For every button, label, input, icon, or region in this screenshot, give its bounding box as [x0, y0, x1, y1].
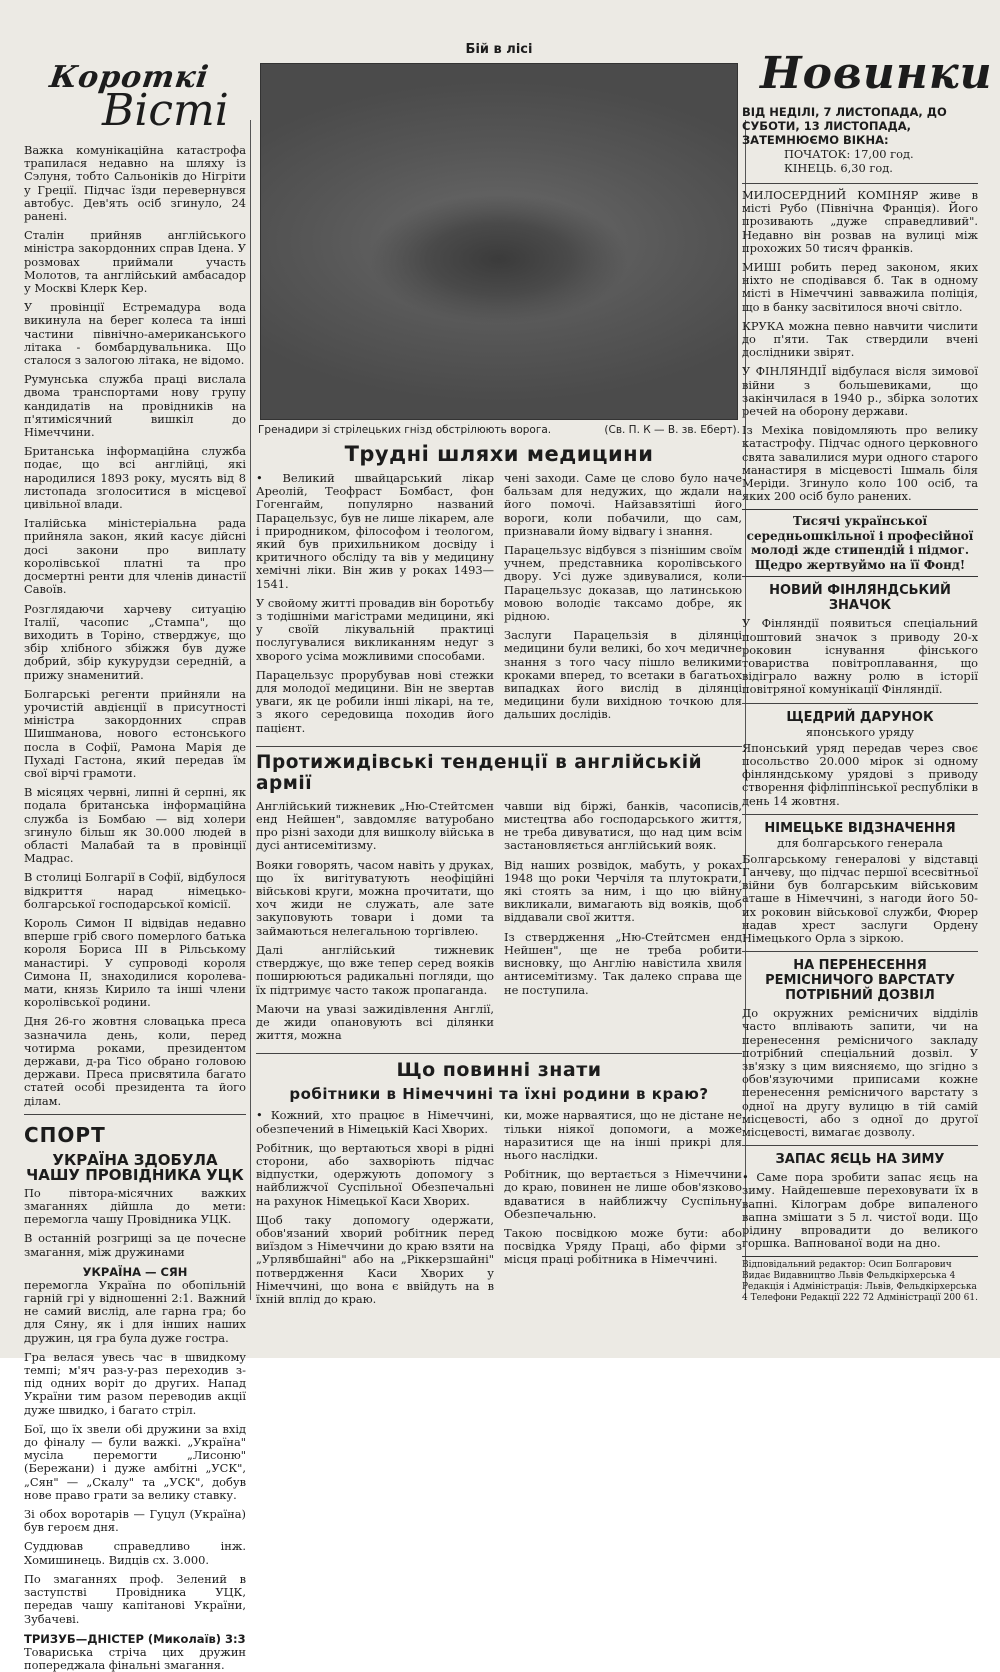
- fund-appeal: Тисячі української середньошкільної і професійної молоді жде стипендій і підмог. Щедро жертвуймо на її Фонд!: [742, 509, 978, 577]
- article-medicine-body: [256, 472, 742, 741]
- sport-paragraph: Товариська стріча цих дружин попереджала фінальні змагання.: [24, 1644, 246, 1672]
- news-item: Дня 26-го жовтня словацька преса зазначила день, коли, перед чотирма роками, президентом держави, д-ра Тісо обрано головою держави. Преса присвятила багато статей особі президента та його ділам.: [24, 1014, 246, 1108]
- article-workers-subtitle: робітники в Німеччині та їхні родини в краю?: [289, 1085, 709, 1104]
- photo-title: Бій в лісі: [465, 42, 533, 57]
- article-army-body: [256, 800, 742, 1048]
- news-item: В столиці Болгарії в Софії, відбулося відкриття нарад німецько-болгарської господарської комісії.: [24, 870, 246, 911]
- article-paragraph: • Кожний, хто працює в Німеччині, обезпечений в Німецькій Касі Хворих.: [256, 1108, 494, 1136]
- divider: [742, 951, 978, 952]
- article-workers-title: Що повинні знати: [396, 1059, 602, 1082]
- column-divider-left: [250, 120, 251, 1300]
- sport-paragraph: В останній розгрищі за це почесне змагання, між дружинами: [24, 1231, 246, 1259]
- divider: [256, 1053, 742, 1054]
- article-paragraph: чавши від біржі, банків, часописів, мистецтва або господарського життя, не треба дивуватися, що над цим всім застановляється англійський вояк.: [504, 798, 742, 853]
- eggs-title: ЗАПАС ЯЄЦЬ НА ЗИМУ: [775, 1152, 945, 1168]
- article-paragraph: ки, може нарваятися, що не дістане не тільки ніякої допомоги, а може наразитися ще на інші прикрі для нього наслідки.: [504, 1108, 742, 1162]
- award-text: Болгарському генералові у відставці Ганчеву, що підчас першої всесвітньої війни був болгарським військовим аташе в Німеччині, з нагоди його 50-их роковин військової служби, Фюрер надав хрест заслуги Ордену Німецького Орла з зіркою.: [742, 851, 978, 945]
- article-paragraph: Із ствердження „Ню-Стейтсмен енд Нейшен", ще не треба робити висновку, що Англію навістила хвиля антисемітизму. Так далеко справа ще не поступила.: [504, 929, 742, 997]
- left-column: [24, 40, 246, 1672]
- news-item: Король Симон II відвідав недавно вперше гріб свого померлого батька короля Бориса III в Рільському манастирі. У супроводі короля Симона II, знаходилися королева-мати, князь Кирило та інші члени королівської родини.: [24, 915, 246, 1010]
- article-army-title: Протижидівські тенденції в англійській армії: [256, 751, 703, 794]
- finnish-badge-text: У Фінляндії появиться спеціальний поштовий значок з приводу 20-х роковин існування фінського товариства повітроплавання, що відіграло важну ролю в історії повітряної комунікації Фінляндії.: [742, 616, 978, 697]
- article-paragraph: Далі англійський тижневик стверджує, що вже тепер серед вояків поширюються радикальні погляди, що їх підтримує часто також пропаганда.: [256, 942, 494, 997]
- article-paragraph: У свойому житті провадив він боротьбу з тодішніми магістрами медицини, які у своїй лікувальній практиці послугувалися викликанням недуг з хворого усіма можливими способами.: [256, 595, 494, 663]
- sport-paragraph: По змаганнях проф. Зелений в заступстві Провідника УЦК, передав чашу капітанові України, Зубачеві.: [24, 1571, 246, 1626]
- divider: [742, 703, 978, 704]
- article-paragraph: Робітник, що вертається з Німеччини до краю, повинен не лише обов'язково вдаватися в найближчу Суспільну Обезпечальню.: [504, 1167, 742, 1221]
- news-item: Болгарські регенти прийняли на урочистій авдієнції в присутності міністра закордонних справ Шишманова, нового естонського посла в Софії, Рамона Марія де Пухаді Гастона, який передав їм свої вірчі грамоти.: [24, 686, 246, 780]
- workshop-title: НА ПЕРЕНЕСЕННЯ РЕМІСНИЧОГО ВАРСТАТУ ПОТРІБНИЙ ДОЗВІЛ: [765, 958, 955, 1004]
- news-item: Із Мехіка повідомляють про велику катастрофу. Підчас одного церковного свята завалилися мури одного старого манастиря в місцевості Ішмаль біля Меріди. Згинуло коло 100 осіб, та яких 200 осіб було ранених.: [742, 423, 978, 504]
- sport-paragraph: Суддював справедливо інж. Хомишинець. Видців сх. 3.000.: [24, 1539, 246, 1567]
- award-title: НІМЕЦЬКЕ ВІДЗНАЧЕННЯ: [764, 820, 956, 836]
- photo-credit: (Св. П. К — В. зв. Еберт).: [604, 424, 740, 436]
- finnish-badge-title: НОВИЙ ФІНЛЯНДСЬКИЙ ЗНАЧОК: [769, 583, 951, 614]
- sport-headline: УКРАЇНА ЗДОБУЛА ЧАШУ ПРОВІДНИКА УЦК: [26, 1150, 244, 1184]
- news-item: Важка комунікаційна катастрофа трапилася недавно на шляху із Сэлуня, тобто Сальоніків до Нігріти у Греції. Підчас їзди перевернувся автобус. Дев'ять осіб згинуло, 24 ранені.: [24, 143, 246, 224]
- article-paragraph: Заслуги Парацельзія в ділянці медицини були великі, бо хоч медичне знання з того часу пішло великими кроками вперед, то всетаки в багатьох випадках його вислід в ділянці медицини були вихідною точкою для дальших дослідів.: [504, 628, 742, 722]
- news-item: В місяцях червні, липні й серпні, як подала британська інформаційна служба із Бомбаю — від холери згинуло більш як 30.000 людей в області Малабай та в провінції Мадрас.: [24, 785, 246, 866]
- sport-paragraph: перемогла Україна по обопільній гарній грі у відношенні 2:1. Важний не самий вислід, але гарна гра; бо для Сяну, як і для інших наших дружин, ця гра була дуже гостра.: [24, 1277, 246, 1345]
- battle-photo: [260, 63, 738, 420]
- news-item: У ФІНЛЯНДІЇ відбулася вісля зимової війни з большевиками, що закінчилася в 1940 р., збірка золотих речей на оборону держави.: [742, 364, 978, 419]
- blackout-start: ПОЧАТОК: 17,00 год.: [784, 147, 914, 161]
- news-item: Італійська міністеріальна рада прийняла закон, який касує дійсні досі закони про виплату королівської платні та про досмертні ренти для членів династії Савоїв.: [24, 516, 246, 597]
- sport-section-title: СПОРТ: [24, 1122, 106, 1147]
- sport-paragraph: Бої, що їх звели обі дружини за вхід до фіналу — були важкі. „Україна" мусіла перемогти „Лисоню" (Бережани) і дуже амбітні „УСК", „Сян" — „Скалу" та „УСК", добув нове право грати за велику ставку.: [24, 1421, 246, 1502]
- divider: [742, 1145, 978, 1146]
- article-workers-body: [256, 1109, 742, 1312]
- award-subtitle: для болгарського генерала: [777, 835, 943, 850]
- short-news-list: [24, 144, 246, 1108]
- article-medicine-title: Трудні шляхи медицини: [344, 442, 654, 466]
- middle-column: [256, 40, 742, 1340]
- article-paragraph: Парацельзус відбувся з пізнішим своїм учнем, представника королівського двору. Усі дуже здивувалися, коли Парацельзус доказав, що латинською мовою володіє таксамо добре, як рідною.: [504, 543, 742, 624]
- news-item: У провінції Естремадура вода викинула на берег колеса та інші частини північно-американського літака - бомбардувальника. Що сталося з залогою літака, не відомо.: [24, 300, 246, 368]
- gift-text: Японський уряд передав через своє посольство 20.000 мірок зі одному фінляндському урядові з приводу створення фіфліппінської республіки в день 14 жовтня.: [742, 740, 978, 808]
- divider: [742, 814, 978, 815]
- article-paragraph: Англійський тижневик „Ню-Стейтсмен енд Нейшен", завдомляє ватуробано про різні заходи для вишколу війська в дусі антисемітизму.: [256, 798, 494, 853]
- masthead-korotki: Короткі: [47, 60, 212, 95]
- article-paragraph: Вояки говорять, часом навіть у друках, що їх вигітуватують неофіційні військові круги, можна прочитати, що хоч жиди не служать, але зате закуповують товари і доми та займаються нелегальною торгівлею.: [256, 857, 494, 938]
- workshop-text: До окружних ремісничих відділів часто вплівають запити, чи на перенесення ремісничого закладу потрібний спеціальний дозвіл. У зв'язку з цим виясняємо, що згідно з обов'язуючими приписами кожне перенесення ремісничого варстату з одної на другу вулицю в тій самій місцевості, або з одної до другої місцевості, вимагає дозволу.: [742, 1006, 978, 1139]
- news-item: Британська інформаційна служба подає, що всі англійці, які народилися 1893 року, мусять від 8 листопада зголоситися в місцевої цивільної влади.: [24, 444, 246, 512]
- sport-paragraph: Зі обох воротарів — Гуцул (Україна) був героєм дня.: [24, 1507, 246, 1535]
- news-item: КРУКА можна певно навчити числити до п'яти. Так ствердили вчені дослідники звірят.: [742, 318, 978, 360]
- sport-paragraph: Гра велася увесь час в швидкому темпі; м'яч раз-у-раз переходив з-під одних воріт до других. Напад України тим разом переводив акції дуже швидко, і багато стріл.: [24, 1349, 246, 1417]
- news-item: Сталін прийняв англійського міністра закордонних справ Ідена. У розмовах приймали участь Молотов, та англійський амбасадор у Москві Клерк Кер.: [24, 228, 246, 296]
- masthead-visti: Вісті: [102, 85, 229, 136]
- news-item: МИЛОСЕРДНИЙ КОМІНЯР живе в місті Рубо (Північна Франція). Його прозивають „дуже справедливий". Недавно він розвав на вулиці між прохожих 50 тисяч франків.: [742, 188, 978, 255]
- article-paragraph: Щоб таку допомогу одержати, обов'язаний хворий робітник перед виїздом з Німеччини до краю взяти на „Урлявбшайні" або на „Ріккерзшайні" потвердження Каси Хворих у Німеччині, що вона є ввійдуть на в їхній вплід до краю.: [256, 1212, 494, 1306]
- eggs-text: • Саме пора зробити запас яєць на зиму. Найдешевше переховувати їх в вапні. Кілограм добре випаленого вапна змішати з 5 л. чистої води. Що рідину впровадити до великого горшка. Вапнованої води на дно.: [742, 1170, 978, 1251]
- divider: [24, 1114, 246, 1115]
- match-heading: УКРАЇНА — СЯН: [82, 1264, 188, 1279]
- photo-caption-row: [258, 424, 740, 436]
- article-paragraph: Такою посвідкою може бути: або посвідка Уряду Праці, або фірми з місця праці робітника в Німеччині.: [504, 1225, 742, 1267]
- news-item: Румунська служба праці вислала двома транспортами нову групу кандидатів на провідників на п'ятимісячний вишкіл до Німеччини.: [24, 372, 246, 440]
- news-item: Розглядаючи харчеву ситуацію Італії, часопис „Стампа", що виходить в Торіно, стверджує, що збір хлібного збіжжя був дуже добрий, збір кукурудзи середній, а прижу знаменитий.: [24, 601, 246, 682]
- blackout-end: КІНЕЦЬ. 6,30 год.: [784, 161, 893, 175]
- blackout-notice: ВІД НЕДІЛІ, 7 ЛИСТОПАДА, ДО СУБОТИ, 13 ЛИСТОПАДА, ЗАТЕМНЮЄМО ВІКНА:: [742, 105, 947, 147]
- article-paragraph: Від наших розвідок, мабуть, у роках 1948 що роки Черчіля та плутократи, які стоять за ним, і що цю війну викликали, вимагають від вояків, щоб віддавали свої життя.: [504, 857, 742, 925]
- article-paragraph: • Великий швайцарський лікар Ареолій, Теофраст Бомбаст, фон Гогенгайм, популярно названий Парацельзус, був не лише лікарем, але і природником, філософом і теологом, який був прихильником досвіду і критичного обсліду та вів у медицину хемічні ліки. Він жив у роках 1493—1541.: [256, 471, 494, 591]
- article-paragraph: Маючи на увазі зажидівлення Англії, де жиди опановують всі ділянки життя, можна: [256, 1001, 494, 1043]
- photo-caption: Гренадири зі стрілецьких гнізд обстрілюють ворога.: [258, 424, 552, 436]
- article-paragraph: чені заходи. Саме це слово було наче бальзам для недужих, що ждали на його помочі. Найзавзятіші його вороги, коли побачили, що сам, признавали йому відвагу і знання.: [504, 471, 742, 538]
- match-heading: ТРИЗУБ—ДНІСТЕР (Миколаїв) 3:3: [24, 1631, 246, 1646]
- masthead-novynky: Новинки: [760, 48, 993, 99]
- gift-subtitle: японського уряду: [805, 724, 915, 739]
- divider: [742, 183, 978, 184]
- gift-title: ЩЕДРИЙ ДАРУНОК: [786, 709, 934, 725]
- divider: [256, 746, 742, 747]
- sport-paragraph: По півтора-місячних важких змаганнях дійшла до мети: перемогла чашу Провідника УЦК.: [24, 1185, 246, 1227]
- publisher-footer: Відповідальний редактор: Осип Болгарович Видає Видавництво Львів Фельдкірхерська 4 Редакція і Адміністрація: Львів, Фельдкірхерська 4 Телефони Редакції 222 72 Адміністрації 200 61.: [742, 1256, 978, 1304]
- article-paragraph: Парацельзус прорубував нові стежки для молодої медицини. Він не звертав уваги, як це робили інші лікарі, на те, з якого середовища походив його пацієнт.: [256, 667, 494, 735]
- news-item: МИШІ робить перед законом, яких ніхто не сподівався б. Так в одному місті в Німеччині завважила поліція, що в банку засвітилося вночі світло.: [742, 260, 978, 314]
- right-column: [742, 40, 993, 1340]
- article-paragraph: Робітник, що вертаються хворі в рідні сторони, або захворіють підчас відпустки, одержують допомогу з найближчої Суспільної Обезпечальні на рахунок Німецької Каси Хворих.: [256, 1140, 494, 1208]
